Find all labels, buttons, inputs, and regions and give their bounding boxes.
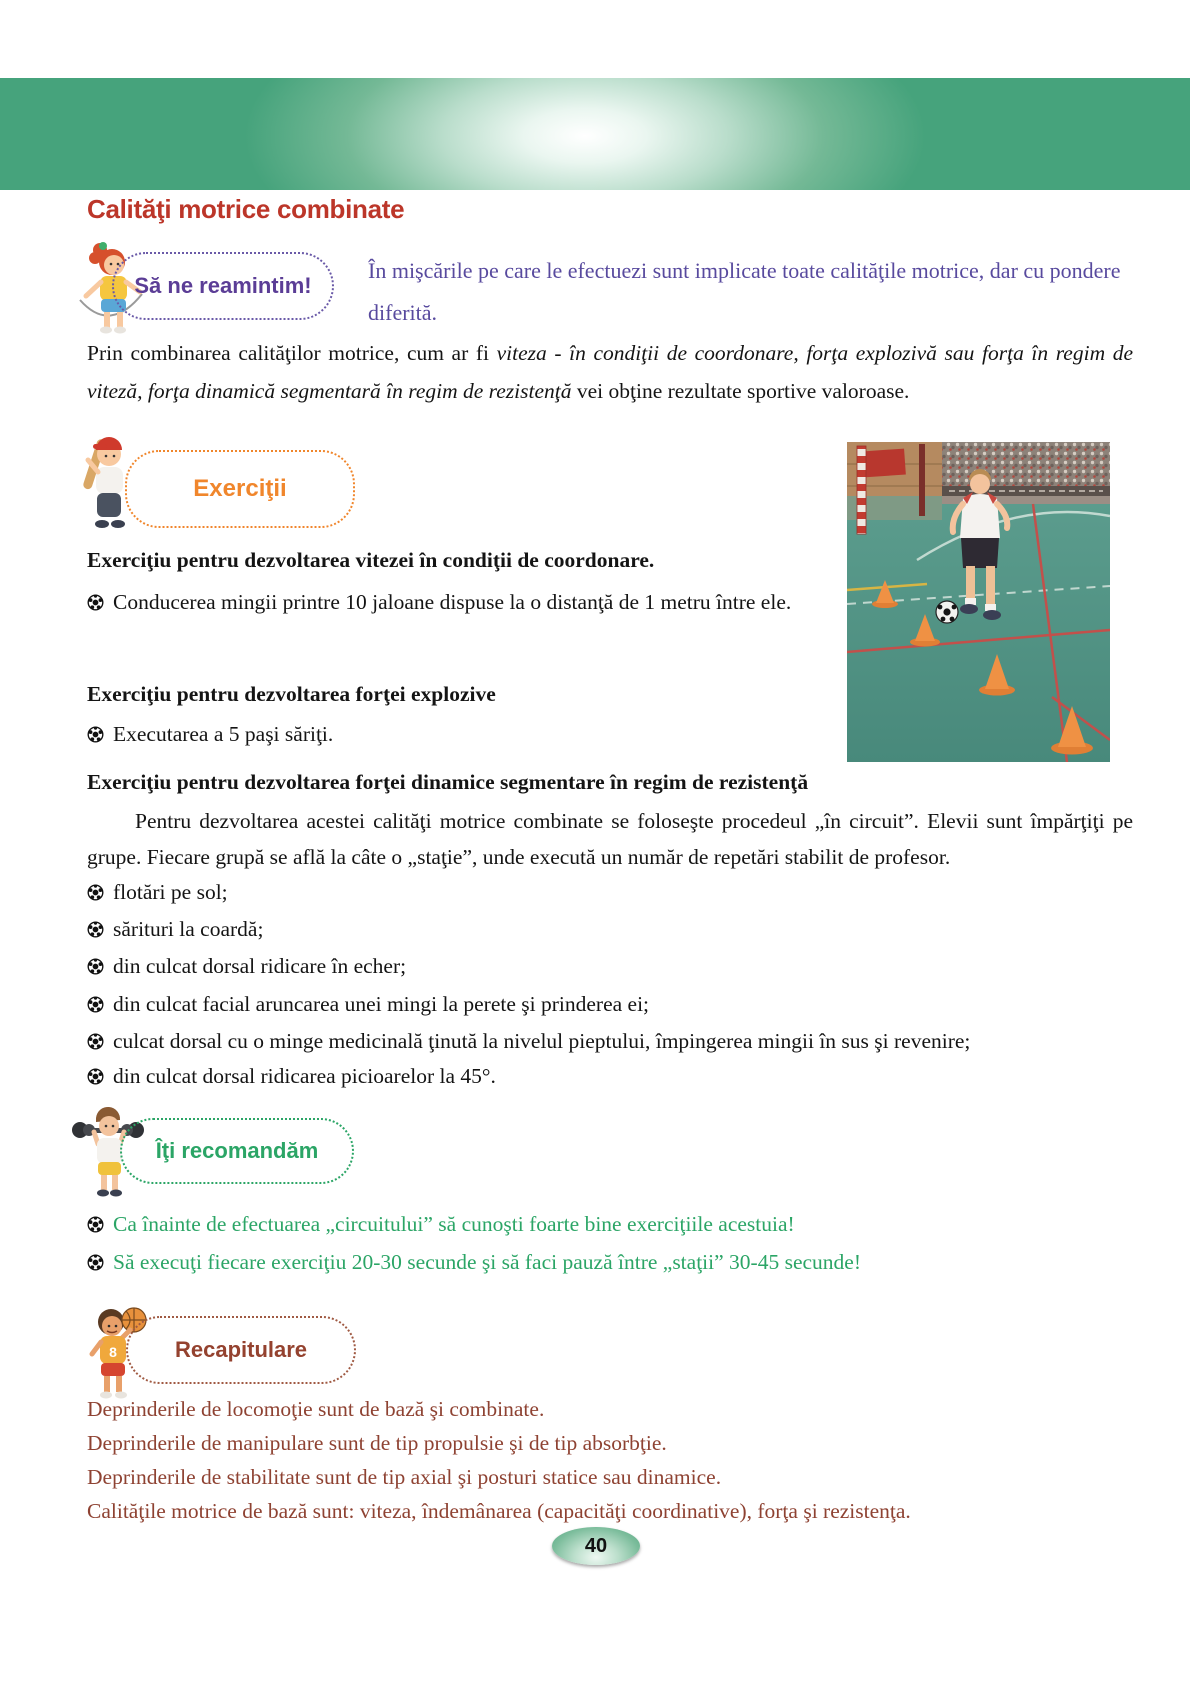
soccer-ball-bullet-icon <box>87 996 104 1013</box>
recommend-item <box>87 1244 1133 1280</box>
soccer-ball-bullet-icon <box>87 1254 104 1271</box>
soccer-ball-bullet-icon <box>87 1033 104 1050</box>
section-heading-speed: Exerciţiu pentru dezvoltarea vitezei în condiţii de coordonare. <box>87 548 655 572</box>
circuit-item <box>87 948 406 984</box>
soccer-ball-bullet-icon <box>87 1216 104 1233</box>
soccer-ball-bullet-icon <box>87 921 104 938</box>
page-number: 40 <box>584 1534 608 1557</box>
recap-badge <box>126 1316 356 1384</box>
recap-line: Deprinderile de manipulare sunt de tip propulsie şi de tip absorbţie. <box>87 1431 667 1455</box>
soccer-ball-bullet-icon <box>87 958 104 975</box>
recap-line: Calităţile motrice de bază sunt: viteza, îndemânarea (capacităţi coordinative), forţa şi rezistenţa. <box>87 1499 911 1523</box>
exercise-item <box>87 584 793 620</box>
page-number-badge <box>552 1527 640 1565</box>
circuit-item-text: culcat dorsal cu o minge medicinală ţinută la nivelul pieptului, împingerea mingii în sus şi revenire; <box>113 1029 971 1053</box>
recap-line: Deprinderile de locomoţie sunt de bază şi combinate. <box>87 1397 545 1421</box>
exercise-item <box>87 716 793 752</box>
exercise-item-text: Conducerea mingii printre 10 jaloane dispuse la o distanţă de 1 metru între ele. <box>113 590 792 614</box>
recap-line: Deprinderile de stabilitate sunt de tip axial şi posturi statice sau dinamice. <box>87 1465 722 1489</box>
remember-badge <box>112 252 334 320</box>
circuit-item-text: din culcat dorsal ridicare în echer; <box>113 954 407 978</box>
intro-text-normal-end: vei obţine rezultate sportive valoroase. <box>571 379 910 403</box>
recommend-badge <box>120 1118 354 1184</box>
circuit-item <box>87 986 649 1022</box>
remember-text: În mişcările pe care le efectuezi sunt implicate toate calităţile motrice, dar cu pondere diferită. <box>368 258 1121 325</box>
intro-text-normal: Prin combinarea calităţilor motrice, cum ar fi <box>87 341 497 365</box>
circuit-item-text: flotări pe sol; <box>113 880 228 904</box>
circuit-item <box>87 1023 1133 1059</box>
recommend-item-text: Ca înainte de efectuarea „circuitului” să cunoşti foarte bine exerciţiile acestuia! <box>113 1212 795 1236</box>
exercise-photo <box>847 442 1110 762</box>
exercises-badge <box>125 450 355 528</box>
soccer-ball-bullet-icon <box>87 884 104 901</box>
exercises-badge-label: Exerciţii <box>193 475 287 502</box>
section-heading-endurance: Exerciţiu pentru dezvoltarea forţei dinamice segmentare în regim de rezistenţă <box>87 770 809 794</box>
recommend-item-text: Să execuţi fiecare exerciţiu 20-30 secunde şi să faci pauză între „staţii” 30-45 secunde! <box>113 1250 861 1274</box>
intro-paragraph <box>87 334 1133 410</box>
header-band <box>0 78 1190 190</box>
page-title: Calităţi motrice combinate <box>87 194 405 224</box>
recap-badge-label: Recapitulare <box>174 1337 308 1362</box>
soccer-ball-bullet-icon <box>87 726 104 743</box>
soccer-ball-bullet-icon <box>87 1068 104 1085</box>
circuit-item <box>87 874 228 910</box>
exercise-item-text: Executarea a 5 paşi săriţi. <box>113 722 334 746</box>
intro-text-italic: viteza - în condiţii de coordonare, forţa explozivă sau forţa în regim de viteză, forţa dinamică segmentară în regim de rezistenţă <box>87 341 1133 403</box>
circuit-item-text: din culcat dorsal ridicarea picioarelor la 45°. <box>113 1064 496 1088</box>
circuit-item-text: din culcat facial aruncarea unei mingi la perete şi prinderea ei; <box>113 992 650 1016</box>
remember-badge-label: Să ne reamintim! <box>134 273 312 298</box>
mascot-jersey-number: 8 <box>109 1344 117 1360</box>
section-heading-explosive: Exerciţiu pentru dezvoltarea forţei explozive <box>87 682 496 706</box>
recommend-item <box>87 1206 1133 1242</box>
recap-summary <box>87 1392 1133 1528</box>
circuit-item <box>87 1058 496 1094</box>
circuit-paragraph: Pentru dezvoltarea acestei calităţi motrice combinate se foloseşte procedeul „în circuit”. Elevii sunt împărţiţi pe grupe. Fiecare grupă se află la câte o „staţie”, unde execută un număr de repetări stabilit de profesor. <box>87 809 1133 869</box>
circuit-item <box>87 911 263 947</box>
circuit-item-text: sărituri la coardă; <box>113 917 264 941</box>
soccer-ball-bullet-icon <box>87 594 104 611</box>
recommend-badge-label: Îţi recomandăm <box>155 1138 319 1163</box>
